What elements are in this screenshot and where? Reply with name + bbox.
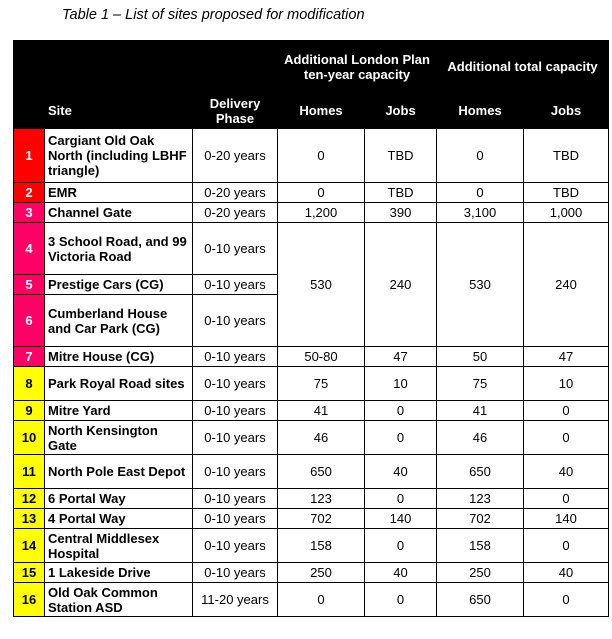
header-blank-site [45,41,193,93]
lp-jobs: 140 [365,509,437,529]
delivery-phase: 0-10 years [193,563,278,583]
total-jobs: 0 [524,489,609,509]
delivery-phase: 11-20 years [193,583,278,617]
total-jobs: TBD [524,183,609,203]
row-number: 2 [14,183,45,203]
total-homes: 250 [437,563,524,583]
lp-jobs: 40 [365,563,437,583]
lp-jobs: 47 [365,347,437,367]
site-name: Prestige Cars (CG) [45,275,193,295]
lp-homes: 75 [278,367,365,401]
lp-jobs: 0 [365,401,437,421]
row-number: 12 [14,489,45,509]
header-delivery-phase: Delivery Phase [193,93,278,129]
lp-jobs: 0 [365,529,437,563]
row-number: 5 [14,275,45,295]
site-name: Channel Gate [45,203,193,223]
total-homes: 3,100 [437,203,524,223]
lp-jobs: 0 [365,421,437,455]
header-total-capacity: Additional total capacity [437,41,609,93]
sites-table [13,40,609,617]
total-homes: 702 [437,509,524,529]
site-name: Park Royal Road sites [45,367,193,401]
total-jobs: 0 [524,401,609,421]
row-number: 6 [14,295,45,347]
header-total-homes: Homes [437,93,524,129]
row-number: 11 [14,455,45,489]
site-name: North Pole East Depot [45,455,193,489]
site-name: EMR [45,183,193,203]
lp-homes: 1,200 [278,203,365,223]
total-jobs: TBD [524,129,609,183]
header-blank-num-2 [14,93,45,129]
delivery-phase: 0-20 years [193,129,278,183]
table-row [14,421,609,455]
lp-homes: 0 [278,129,365,183]
site-name: Cumberland House and Car Park (CG) [45,295,193,347]
lp-jobs: 390 [365,203,437,223]
total-jobs: 140 [524,509,609,529]
delivery-phase: 0-10 years [193,509,278,529]
delivery-phase: 0-10 years [193,529,278,563]
site-name: North Kensington Gate [45,421,193,455]
table-row [14,455,609,489]
total-jobs: 10 [524,367,609,401]
table-row [14,183,609,203]
table-row [14,529,609,563]
delivery-phase: 0-10 years [193,401,278,421]
row-number: 14 [14,529,45,563]
row-number: 9 [14,401,45,421]
table-row [14,223,609,275]
total-jobs: 40 [524,455,609,489]
row-number: 8 [14,367,45,401]
site-name: Cargiant Old Oak North (including LBHF triangle) [45,129,193,183]
total-jobs: 0 [524,421,609,455]
row-number: 1 [14,129,45,183]
total-homes: 158 [437,529,524,563]
site-name: Central Middlesex Hospital [45,529,193,563]
header-site: Site [45,93,193,129]
total-jobs: 0 [524,583,609,617]
lp-homes: 46 [278,421,365,455]
table-row [14,129,609,183]
table-row [14,367,609,401]
header-blank-phase [193,41,278,93]
header-lp-jobs: Jobs [365,93,437,129]
table-row [14,401,609,421]
lp-homes: 0 [278,183,365,203]
total-jobs: 0 [524,529,609,563]
delivery-phase: 0-10 years [193,489,278,509]
delivery-phase: 0-10 years [193,421,278,455]
lp-jobs: 0 [365,583,437,617]
header-row-columns [14,93,609,129]
site-name: Mitre Yard [45,401,193,421]
delivery-phase: 0-10 years [193,367,278,401]
total-homes: 75 [437,367,524,401]
row-number: 16 [14,583,45,617]
delivery-phase: 0-10 years [193,455,278,489]
total-homes: 50 [437,347,524,367]
lp-homes: 702 [278,509,365,529]
site-name: Mitre House (CG) [45,347,193,367]
lp-jobs: TBD [365,183,437,203]
delivery-phase: 0-20 years [193,183,278,203]
header-row-group [14,41,609,93]
table-row [14,583,609,617]
site-name: 1 Lakeside Drive [45,563,193,583]
lp-homes: 650 [278,455,365,489]
delivery-phase: 0-10 years [193,347,278,367]
row-number: 15 [14,563,45,583]
total-jobs: 40 [524,563,609,583]
site-name: Old Oak Common Station ASD [45,583,193,617]
total-jobs: 240 [524,223,609,347]
row-number: 7 [14,347,45,367]
delivery-phase: 0-10 years [193,295,278,347]
delivery-phase: 0-10 years [193,275,278,295]
lp-jobs: 40 [365,455,437,489]
total-jobs: 1,000 [524,203,609,223]
lp-homes: 158 [278,529,365,563]
total-homes: 46 [437,421,524,455]
delivery-phase: 0-10 years [193,223,278,275]
total-homes: 530 [437,223,524,347]
lp-jobs: 10 [365,367,437,401]
table-row [14,489,609,509]
header-total-jobs: Jobs [524,93,609,129]
delivery-phase: 0-20 years [193,203,278,223]
total-homes: 650 [437,455,524,489]
table-caption: Table 1 – List of sites proposed for modification [62,7,365,23]
total-homes: 41 [437,401,524,421]
lp-homes: 41 [278,401,365,421]
site-name: 6 Portal Way [45,489,193,509]
lp-homes: 123 [278,489,365,509]
row-number: 13 [14,509,45,529]
site-name: 4 Portal Way [45,509,193,529]
row-number: 4 [14,223,45,275]
header-lp-homes: Homes [278,93,365,129]
table-row [14,203,609,223]
table-row [14,563,609,583]
lp-homes: 250 [278,563,365,583]
table-row [14,509,609,529]
lp-homes: 530 [278,223,365,347]
lp-homes: 0 [278,583,365,617]
site-name: 3 School Road, and 99 Victoria Road [45,223,193,275]
total-homes: 650 [437,583,524,617]
header-london-plan-capacity: Additional London Plan ten-year capacity [278,41,437,93]
row-number: 3 [14,203,45,223]
lp-jobs: 0 [365,489,437,509]
lp-homes: 50-80 [278,347,365,367]
lp-jobs: TBD [365,129,437,183]
total-homes: 123 [437,489,524,509]
row-number: 10 [14,421,45,455]
table-row [14,347,609,367]
total-homes: 0 [437,129,524,183]
lp-jobs: 240 [365,223,437,347]
header-blank-num [14,41,45,93]
total-homes: 0 [437,183,524,203]
total-jobs: 47 [524,347,609,367]
